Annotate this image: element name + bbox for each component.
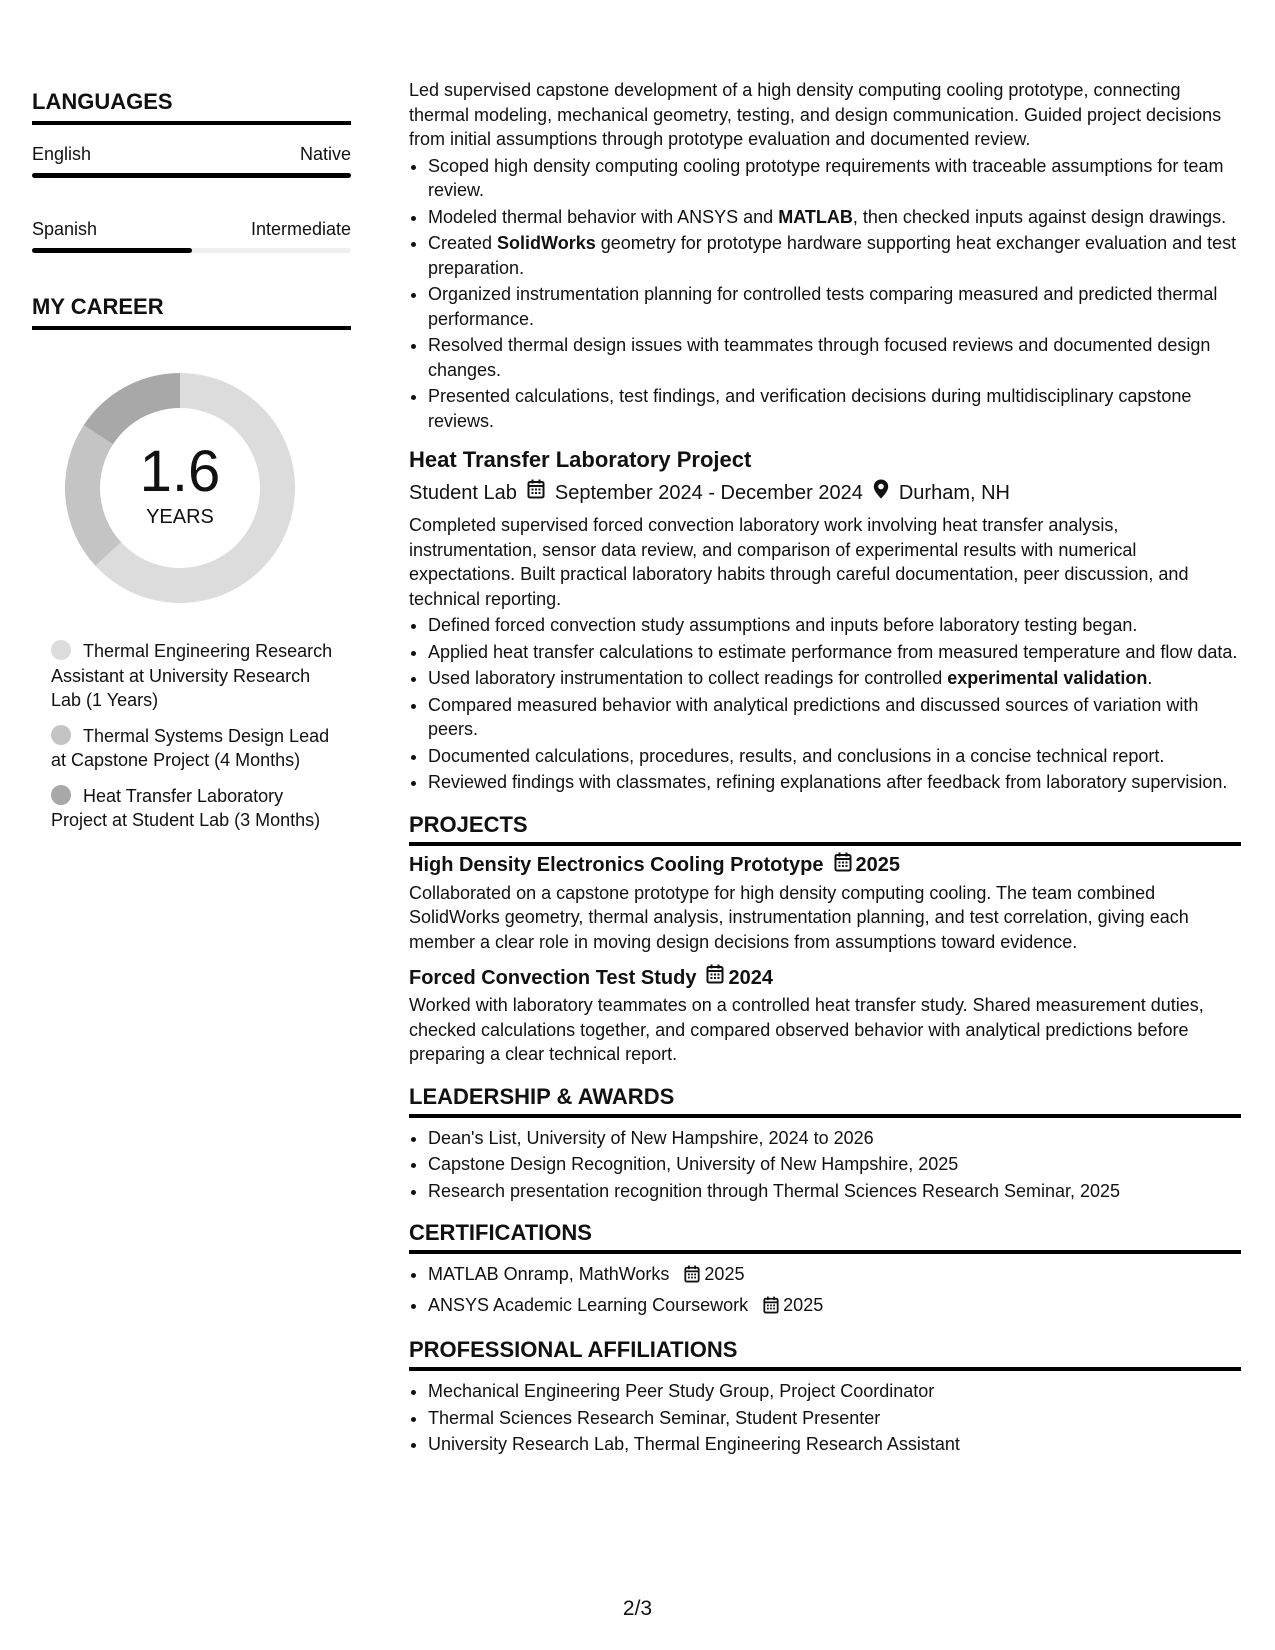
legend-label: Thermal Engineering Research Assistant at University Research Lab (1 Years) xyxy=(51,641,333,710)
career-legend xyxy=(51,639,341,833)
career-legend-item xyxy=(51,639,341,713)
job-summary: Completed supervised forced convection laboratory work involving heat transfer analysis, instrumentation, sensor data review, and comparison of experimental results with numerical expectations. Built practical laboratory habits through careful documentation, peer discussion, and technical reporting. xyxy=(409,515,1189,609)
map-pin-icon xyxy=(873,479,889,506)
certifications-heading: CERTIFICATIONS xyxy=(409,1219,1241,1254)
job-bullet: • Modeled thermal behavior with ANSYS and MATLAB, then checked inputs against design drawings. xyxy=(428,205,1241,230)
leadership-section xyxy=(409,1083,1241,1204)
job-meta xyxy=(409,479,1241,506)
project-title: High Density Electronics Cooling Prototype xyxy=(409,854,824,876)
affiliations-heading: PROFESSIONAL AFFILIATIONS xyxy=(409,1336,1241,1371)
language-level: Intermediate xyxy=(250,219,351,239)
legend-dot-icon xyxy=(51,725,71,745)
project-title: Forced Convection Test Study xyxy=(409,966,697,989)
project-item xyxy=(409,964,1241,1067)
project-year: 2025 xyxy=(855,854,900,876)
certification-year: 2025 xyxy=(704,1264,745,1284)
calendar-icon xyxy=(763,1296,779,1321)
affiliation-item: • Mechanical Engineering Peer Study Group, Project Coordinator xyxy=(428,1379,1241,1404)
page-number: 2/3 xyxy=(622,1597,653,1620)
calendar-icon xyxy=(834,852,852,879)
certification-name: ANSYS Academic Learning Coursework xyxy=(428,1294,749,1315)
leadership-list xyxy=(409,1126,1241,1204)
project-description: Worked with laboratory teammates on a controlled heat transfer study. Shared measurement duties, checked calculations together, and compared observed behavior with analytical predictions before preparing a clear technical report. xyxy=(409,995,1204,1064)
certification-name: MATLAB Onramp, MathWorks xyxy=(428,1264,670,1284)
language-name: Spanish xyxy=(32,219,98,239)
career-section xyxy=(32,293,351,833)
language-level: Native xyxy=(299,144,351,164)
affiliations-list xyxy=(409,1379,1241,1457)
job-title: Heat Transfer Laboratory Project xyxy=(409,447,752,472)
experience-capstone xyxy=(409,78,1241,433)
job-bullet: • Resolved thermal design issues with teammates through focused reviews and documented design changes. xyxy=(428,333,1241,382)
job-bullet: • Compared measured behavior with analytical predictions and discussed sources of variation with peers. xyxy=(428,693,1241,742)
legend-label: Thermal Systems Design Lead at Capstone Project (4 Months) xyxy=(51,725,330,770)
calendar-icon xyxy=(706,964,724,991)
experience-heat-transfer xyxy=(409,446,1241,795)
sidebar xyxy=(32,88,351,844)
project-description: Collaborated on a capstone prototype for high density computing cooling. The team combined SolidWorks geometry, thermal analysis, instrumentation planning, and test correlation, giving each member a clear role in moving design decisions from assumptions toward evidence. xyxy=(409,882,1189,952)
main-content xyxy=(409,78,1241,1459)
career-legend-item xyxy=(51,724,341,773)
affiliations-section xyxy=(409,1336,1241,1457)
career-heading: MY CAREER xyxy=(32,293,351,330)
projects-section xyxy=(409,811,1241,1067)
job-bullet: • Used laboratory instrumentation to collect readings for controlled experimental validation. xyxy=(428,666,1241,691)
job-bullets xyxy=(409,613,1241,795)
leadership-heading: LEADERSHIP & AWARDS xyxy=(409,1083,1241,1118)
job-bullet: • Applied heat transfer calculations to estimate performance from measured temperature and flow data. xyxy=(428,640,1241,665)
job-bullets xyxy=(409,154,1241,434)
career-total-value: 1.6 xyxy=(139,439,221,504)
project-item xyxy=(409,852,1241,955)
certifications-section xyxy=(409,1219,1241,1320)
job-location: Durham, NH xyxy=(898,481,1010,504)
legend-label: Heat Transfer Laboratory Project at Student Lab (3 Months) xyxy=(51,785,321,830)
calendar-icon xyxy=(527,479,545,506)
job-bullet: • Reviewed findings with classmates, refining explanations after feedback from laboratory supervision. xyxy=(428,770,1241,795)
certification-year: 2025 xyxy=(783,1294,824,1315)
language-proficiency-bar xyxy=(32,173,351,178)
language-name: English xyxy=(32,144,92,164)
job-bullet: • Defined forced convection study assumptions and inputs before laboratory testing began. xyxy=(428,613,1241,638)
project-year: 2024 xyxy=(728,966,773,989)
job-bullet: • Presented calculations, test findings, and verification decisions during multidisciplinary capstone reviews. xyxy=(428,384,1241,433)
job-org: Student Lab xyxy=(409,481,517,504)
job-bullet: • Scoped high density computing cooling prototype requirements with traceable assumptions for team review. xyxy=(428,154,1241,203)
affiliation-item: • Thermal Sciences Research Seminar, Student Presenter xyxy=(428,1406,1241,1431)
career-donut-chart xyxy=(65,373,295,603)
language-proficiency-fill xyxy=(32,248,192,253)
language-item-english xyxy=(32,143,351,178)
certification-item xyxy=(428,1293,1241,1321)
language-proficiency-bar xyxy=(32,248,351,253)
leadership-item: • Dean's List, University of New Hampshire, 2024 to 2026 xyxy=(428,1126,1241,1151)
job-bullet: • Organized instrumentation planning for controlled tests comparing measured and predicted thermal performance. xyxy=(428,282,1241,331)
languages-section xyxy=(32,88,351,253)
leadership-item: • Research presentation recognition through Thermal Sciences Research Seminar, 2025 xyxy=(428,1179,1241,1204)
certifications-list xyxy=(409,1262,1241,1320)
certification-item xyxy=(428,1262,1241,1290)
job-summary: Led supervised capstone development of a high density computing cooling prototype, connecting thermal modeling, mechanical geometry, testing, and design communication. Guided project decisions from initial assumptions through prototype evaluation and documented review. xyxy=(409,80,1222,149)
language-item-spanish xyxy=(32,218,351,253)
job-dates: September 2024 - December 2024 xyxy=(554,481,863,504)
affiliation-item: • University Research Lab, Thermal Engineering Research Assistant xyxy=(428,1432,1241,1457)
languages-heading: LANGUAGES xyxy=(32,88,351,125)
legend-dot-icon xyxy=(51,785,71,805)
language-list xyxy=(32,143,351,253)
language-proficiency-fill xyxy=(32,173,351,178)
job-bullet: • Documented calculations, procedures, results, and conclusions in a concise technical report. xyxy=(428,744,1241,769)
career-legend-item xyxy=(51,784,341,833)
job-bullet: • Created SolidWorks geometry for prototype hardware supporting heat exchanger evaluation and test preparation. xyxy=(428,231,1241,280)
calendar-icon xyxy=(684,1265,700,1290)
legend-dot-icon xyxy=(51,640,71,660)
projects-heading: PROJECTS xyxy=(409,811,1241,846)
career-total-unit: YEARS xyxy=(146,506,214,528)
leadership-item: • Capstone Design Recognition, University of New Hampshire, 2025 xyxy=(428,1152,1241,1177)
